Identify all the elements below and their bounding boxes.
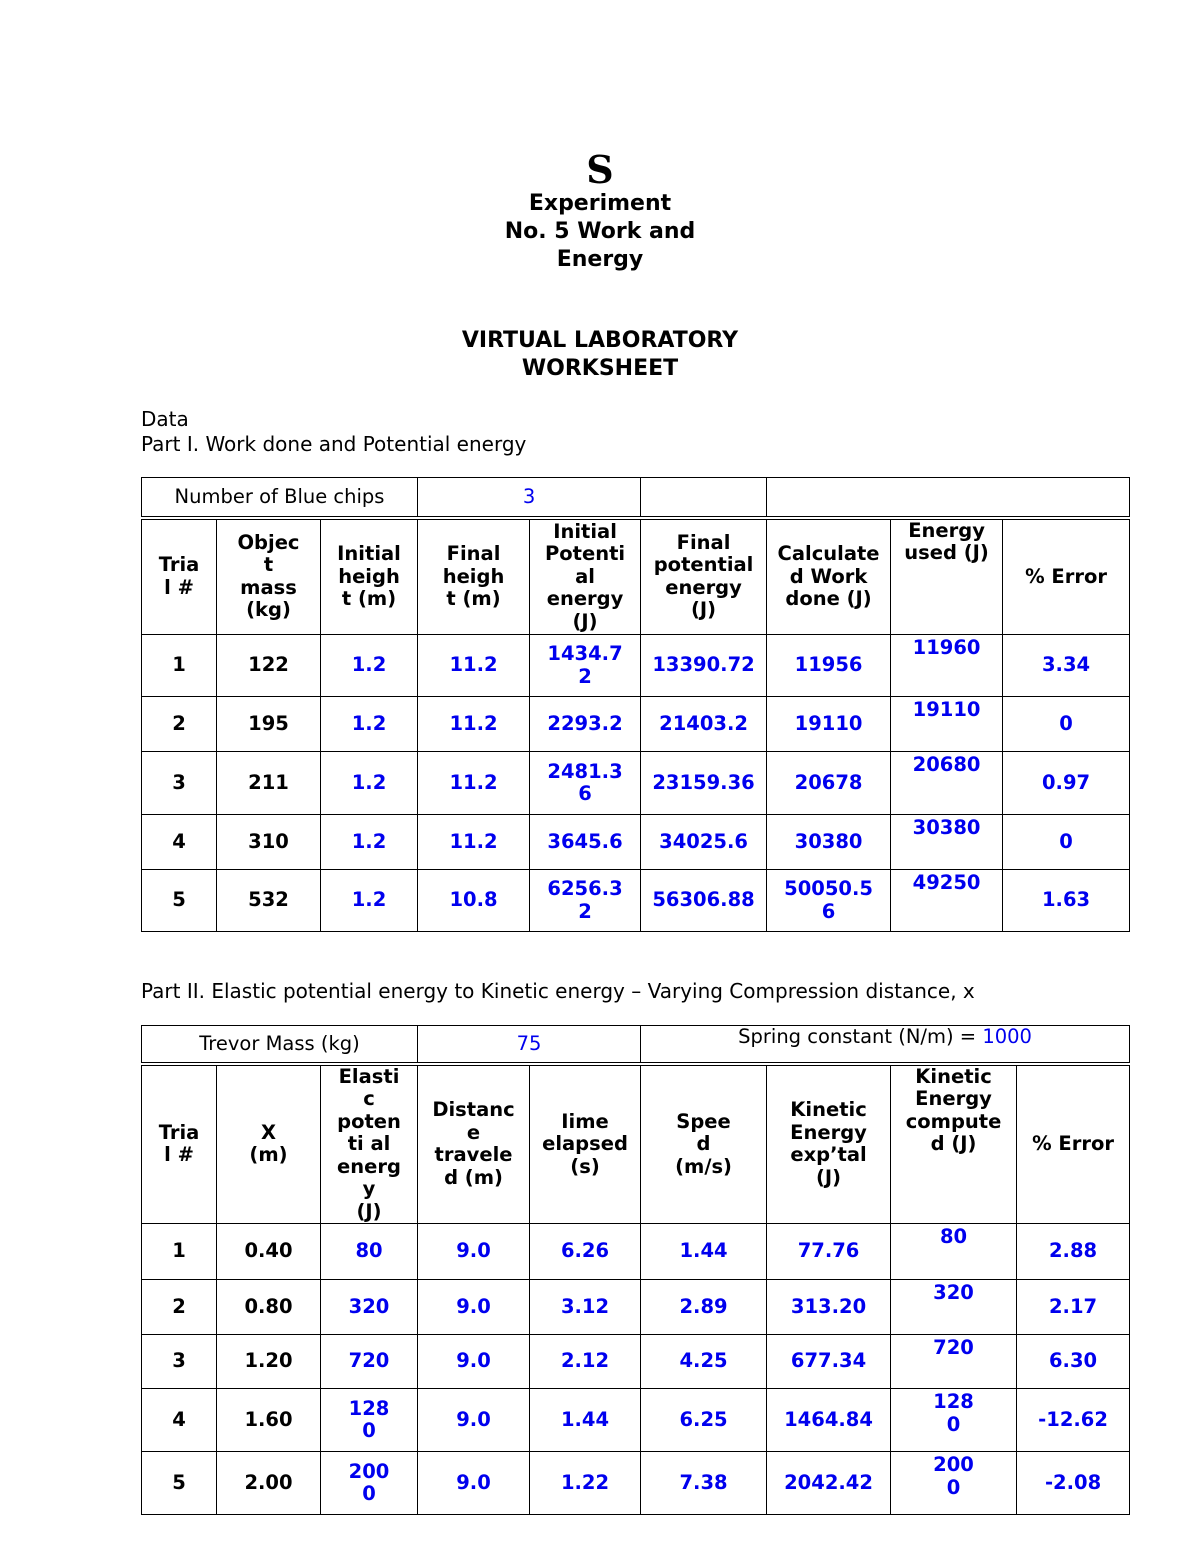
table-cell-speed: 7.38 bbox=[641, 1452, 767, 1515]
cell-line: 720 bbox=[933, 1336, 974, 1359]
table-cell-h1: 11.2 bbox=[418, 752, 530, 815]
part2-column-header bbox=[767, 1064, 891, 1224]
table-cell-speed: 4.25 bbox=[641, 1335, 767, 1389]
table-row bbox=[142, 635, 1130, 697]
table-cell-h0: 1.2 bbox=[321, 815, 418, 870]
cell-line: (J) bbox=[691, 598, 717, 622]
cell-line: (m) bbox=[249, 1143, 288, 1167]
cell-line: Kinetic bbox=[915, 1064, 992, 1088]
cell-line: elapsed bbox=[542, 1132, 628, 1155]
table-cell-h0: 1.2 bbox=[321, 752, 418, 815]
table-cell-x: 1.60 bbox=[217, 1389, 321, 1452]
cell-line: Distanc bbox=[432, 1098, 515, 1122]
cell-line: X bbox=[260, 1120, 277, 1144]
cell-line: potential bbox=[653, 553, 754, 577]
cell-line: 50050.5 bbox=[784, 877, 873, 900]
cell-line: Final bbox=[676, 530, 731, 554]
table-cell-used: 20680 bbox=[891, 752, 1003, 815]
cell-line: Objec bbox=[237, 530, 300, 554]
table-cell-h1: 10.8 bbox=[418, 870, 530, 932]
table-cell-work bbox=[767, 870, 891, 932]
part2-column-header bbox=[321, 1064, 418, 1224]
cell-line: (kg) bbox=[246, 598, 291, 622]
table-cell-time: 6.26 bbox=[530, 1224, 641, 1280]
table-cell-pe0 bbox=[530, 752, 641, 815]
cell-line: Initial bbox=[553, 519, 617, 543]
empty-cell bbox=[641, 478, 767, 518]
table-cell-err: 3.34 bbox=[1003, 635, 1130, 697]
table-cell-err: -2.08 bbox=[1017, 1452, 1130, 1515]
table-cell-epe bbox=[321, 1224, 418, 1280]
table-cell-ke: 677.34 bbox=[767, 1335, 891, 1389]
cell-line: Energy bbox=[790, 1120, 867, 1144]
table-cell-dist: 9.0 bbox=[418, 1335, 530, 1389]
cell-line: used (J) bbox=[904, 541, 989, 564]
cell-line: t (m) bbox=[446, 587, 501, 610]
trevor-mass-label: Trevor Mass (kg) bbox=[142, 1026, 418, 1064]
blue-chips-value: 3 bbox=[418, 478, 641, 518]
table-cell-epe bbox=[321, 1389, 418, 1452]
part1-column-header bbox=[1003, 518, 1130, 635]
cell-line: 0 bbox=[362, 1419, 376, 1442]
data-label: Data bbox=[141, 407, 189, 431]
table-cell-x: 0.40 bbox=[217, 1224, 321, 1280]
table-cell-used: 30380 bbox=[891, 815, 1003, 870]
table-cell-used: 11960 bbox=[891, 635, 1003, 697]
table-cell-epe bbox=[321, 1452, 418, 1515]
cell-line: compute bbox=[905, 1109, 1002, 1133]
cell-line: 200 bbox=[933, 1453, 974, 1476]
cell-line: (J) bbox=[815, 1165, 842, 1189]
table-cell-mass: 310 bbox=[217, 815, 321, 870]
table-cell-pe0 bbox=[530, 635, 641, 697]
table-cell-dist: 9.0 bbox=[418, 1224, 530, 1280]
cell-line: ti al bbox=[347, 1132, 391, 1155]
cell-line: heigh bbox=[442, 564, 505, 588]
logo: S bbox=[586, 147, 614, 192]
table-cell-work: 30380 bbox=[767, 815, 891, 870]
table-row bbox=[142, 1452, 1130, 1515]
cell-line: e bbox=[466, 1120, 481, 1144]
part2-column-header bbox=[1017, 1064, 1130, 1224]
table-cell-pe1: 13390.72 bbox=[641, 635, 767, 697]
page-title bbox=[0, 190, 1200, 274]
part2-column-header bbox=[530, 1064, 641, 1224]
part1-column-header bbox=[142, 518, 217, 635]
table-cell-pe1: 21403.2 bbox=[641, 697, 767, 752]
cell-line: 128 bbox=[933, 1390, 974, 1413]
table-cell-kec bbox=[891, 1280, 1017, 1335]
part2-heading: Part II. Elastic potential energy to Kinetic energy – Varying Compression distance, x bbox=[141, 979, 975, 1003]
table-cell-speed: 1.44 bbox=[641, 1224, 767, 1280]
cell-line: 0 bbox=[946, 1412, 961, 1436]
table-row bbox=[142, 870, 1130, 932]
empty-cell bbox=[767, 478, 1130, 518]
table-row bbox=[142, 697, 1130, 752]
cell-line: al bbox=[575, 564, 595, 588]
cell-line: Tria bbox=[158, 553, 200, 577]
table-cell-err: -12.62 bbox=[1017, 1389, 1130, 1452]
cell-line: 3645.6 bbox=[547, 829, 623, 853]
spring-constant-label: Spring constant (N/m) = bbox=[738, 1025, 983, 1048]
part2-column-header bbox=[891, 1064, 1017, 1224]
table-cell-err: 6.30 bbox=[1017, 1335, 1130, 1389]
part1-body bbox=[142, 635, 1130, 932]
table-cell-h0: 1.2 bbox=[321, 635, 418, 697]
part1-column-header bbox=[418, 518, 530, 635]
cell-line: (s) bbox=[570, 1154, 600, 1178]
table-cell-trial: 3 bbox=[142, 1335, 217, 1389]
cell-line: 320 bbox=[933, 1281, 974, 1304]
table-cell-kec bbox=[891, 1335, 1017, 1389]
cell-line: 6 bbox=[578, 782, 592, 805]
part1-heading: Part I. Work done and Potential energy bbox=[141, 432, 527, 456]
cell-line: d Work bbox=[789, 564, 868, 588]
table-cell-h0: 1.2 bbox=[321, 870, 418, 932]
part2-column-header bbox=[217, 1064, 321, 1224]
cell-line: Tria bbox=[158, 1120, 200, 1144]
part1-column-header bbox=[641, 518, 767, 635]
cell-line: Energy bbox=[915, 1087, 992, 1110]
cell-line: poten bbox=[337, 1109, 401, 1133]
table-cell-trial: 1 bbox=[142, 635, 217, 697]
table-cell-h1: 11.2 bbox=[418, 697, 530, 752]
table-cell-work: 19110 bbox=[767, 697, 891, 752]
cell-line: Elasti bbox=[338, 1064, 400, 1088]
table-cell-pe0 bbox=[530, 870, 641, 932]
cell-line: d (J) bbox=[930, 1132, 977, 1155]
cell-line: d (m) bbox=[444, 1165, 503, 1189]
table-cell-mass: 122 bbox=[217, 635, 321, 697]
table-row bbox=[142, 1224, 1130, 1280]
table-cell-trial: 4 bbox=[142, 1389, 217, 1452]
cell-line: 2293.2 bbox=[547, 711, 623, 735]
cell-line: 320 bbox=[348, 1294, 390, 1318]
title-line: No. 5 Work and bbox=[504, 219, 696, 244]
cell-line: 2481.3 bbox=[547, 759, 623, 783]
table-cell-pe1: 56306.88 bbox=[641, 870, 767, 932]
cell-line: 80 bbox=[355, 1239, 383, 1263]
part1-column-header bbox=[217, 518, 321, 635]
part2-column-header bbox=[418, 1064, 530, 1224]
table-cell-dist: 9.0 bbox=[418, 1389, 530, 1452]
cell-line: done (J) bbox=[785, 587, 872, 610]
table-cell-err: 0 bbox=[1003, 815, 1130, 870]
cell-line: c bbox=[363, 1087, 375, 1110]
cell-line: exp’tal bbox=[790, 1143, 867, 1167]
cell-line: 2 bbox=[578, 899, 592, 923]
table-cell-err: 0 bbox=[1003, 697, 1130, 752]
cell-line: 128 bbox=[348, 1396, 390, 1420]
table-cell-pe1: 34025.6 bbox=[641, 815, 767, 870]
table-cell-time: 3.12 bbox=[530, 1280, 641, 1335]
trevor-mass-value: 75 bbox=[418, 1026, 641, 1064]
table-cell-time: 2.12 bbox=[530, 1335, 641, 1389]
cell-line: (J) bbox=[356, 1199, 382, 1223]
table-cell-used: 49250 bbox=[891, 870, 1003, 932]
table-cell-ke: 77.76 bbox=[767, 1224, 891, 1280]
table-cell-work: 20678 bbox=[767, 752, 891, 815]
table-cell-ke: 313.20 bbox=[767, 1280, 891, 1335]
table-cell-epe bbox=[321, 1280, 418, 1335]
cell-line: Kinetic bbox=[790, 1098, 867, 1122]
cell-line: Final bbox=[446, 542, 501, 565]
title-line: Experiment bbox=[528, 191, 672, 216]
table-cell-mass: 195 bbox=[217, 697, 321, 752]
table-cell-kec bbox=[891, 1389, 1017, 1452]
table-cell-dist: 9.0 bbox=[418, 1452, 530, 1515]
table-cell-trial: 2 bbox=[142, 697, 217, 752]
cell-line: energ bbox=[337, 1154, 401, 1178]
table-cell-speed: 2.89 bbox=[641, 1280, 767, 1335]
cell-line: Initial bbox=[337, 542, 401, 565]
cell-line: energy bbox=[665, 575, 742, 599]
cell-line: Calculate bbox=[777, 542, 880, 565]
table-cell-speed: 6.25 bbox=[641, 1389, 767, 1452]
cell-line: travele bbox=[434, 1143, 513, 1167]
table-cell-kec bbox=[891, 1224, 1017, 1280]
table-cell-trial: 1 bbox=[142, 1224, 217, 1280]
table-cell-epe bbox=[321, 1335, 418, 1389]
table-cell-trial: 4 bbox=[142, 815, 217, 870]
table-cell-trial: 5 bbox=[142, 1452, 217, 1515]
part2-body bbox=[142, 1224, 1130, 1515]
table-cell-trial: 3 bbox=[142, 752, 217, 815]
part1-header-row bbox=[142, 518, 1130, 635]
blue-chips-label: Number of Blue chips bbox=[142, 478, 418, 518]
table-cell-x: 0.80 bbox=[217, 1280, 321, 1335]
table-cell-kec bbox=[891, 1452, 1017, 1515]
part2-column-header bbox=[641, 1064, 767, 1224]
cell-line: % Error bbox=[1025, 564, 1107, 588]
cell-line: Iime bbox=[561, 1109, 609, 1133]
table-cell-err: 2.17 bbox=[1017, 1280, 1130, 1335]
table-cell-pe0 bbox=[530, 815, 641, 870]
table-cell-used: 19110 bbox=[891, 697, 1003, 752]
part2-top-row bbox=[142, 1026, 1130, 1064]
table-cell-ke: 2042.42 bbox=[767, 1452, 891, 1515]
subtitle-line: WORKSHEET bbox=[521, 356, 679, 381]
part1-column-header bbox=[530, 518, 641, 635]
subtitle-line: VIRTUAL LABORATORY bbox=[461, 328, 739, 353]
table-cell-dist: 9.0 bbox=[418, 1280, 530, 1335]
table-cell-err: 0.97 bbox=[1003, 752, 1130, 815]
cell-line: 6 bbox=[821, 899, 836, 923]
part1-column-header bbox=[891, 518, 1003, 635]
cell-line: 200 bbox=[348, 1459, 390, 1483]
cell-line: 720 bbox=[348, 1349, 390, 1373]
part1-column-header bbox=[321, 518, 418, 635]
cell-line: l # bbox=[164, 1143, 194, 1167]
table-cell-x: 2.00 bbox=[217, 1452, 321, 1515]
part2-header-row bbox=[142, 1064, 1130, 1224]
title-line: Energy bbox=[556, 247, 644, 272]
table-cell-mass: 532 bbox=[217, 870, 321, 932]
cell-line: d bbox=[696, 1132, 711, 1155]
table-row bbox=[142, 1335, 1130, 1389]
part2-table bbox=[141, 1025, 1130, 1515]
cell-line: % Error bbox=[1032, 1132, 1114, 1155]
table-cell-h1: 11.2 bbox=[418, 815, 530, 870]
part1-column-header bbox=[767, 518, 891, 635]
table-cell-x: 1.20 bbox=[217, 1335, 321, 1389]
cell-line: 1434.7 bbox=[547, 642, 623, 665]
cell-line: l # bbox=[164, 575, 194, 599]
page-subtitle bbox=[0, 327, 1200, 383]
cell-line: mass bbox=[240, 575, 297, 599]
cell-line: energy bbox=[546, 587, 624, 610]
table-cell-time: 1.44 bbox=[530, 1389, 641, 1452]
table-cell-err: 2.88 bbox=[1017, 1224, 1130, 1280]
table-cell-h0: 1.2 bbox=[321, 697, 418, 752]
table-row bbox=[142, 1280, 1130, 1335]
table-row bbox=[142, 1389, 1130, 1452]
table-cell-pe0 bbox=[530, 697, 641, 752]
table-row bbox=[142, 752, 1130, 815]
cell-line: 0 bbox=[946, 1475, 961, 1499]
part1-table bbox=[141, 477, 1130, 932]
cell-line: 0 bbox=[362, 1482, 376, 1505]
cell-line: t bbox=[263, 553, 274, 577]
cell-line: (J) bbox=[572, 609, 598, 633]
table-cell-trial: 5 bbox=[142, 870, 217, 932]
table-row bbox=[142, 815, 1130, 870]
spring-constant-value: 1000 bbox=[982, 1025, 1032, 1048]
cell-line: Energy bbox=[908, 518, 985, 542]
cell-line: 2 bbox=[578, 664, 592, 688]
table-cell-ke: 1464.84 bbox=[767, 1389, 891, 1452]
cell-line: Spee bbox=[676, 1109, 731, 1133]
table-cell-h1: 11.2 bbox=[418, 635, 530, 697]
cell-line: 6256.3 bbox=[547, 877, 623, 900]
cell-line: y bbox=[362, 1177, 376, 1200]
table-cell-pe1: 23159.36 bbox=[641, 752, 767, 815]
table-cell-time: 1.22 bbox=[530, 1452, 641, 1515]
cell-line: Potenti bbox=[544, 542, 626, 565]
table-cell-mass: 211 bbox=[217, 752, 321, 815]
cell-line: heigh bbox=[338, 564, 400, 588]
table-cell-work: 11956 bbox=[767, 635, 891, 697]
part2-column-header bbox=[142, 1064, 217, 1224]
cell-line: t (m) bbox=[341, 587, 397, 610]
part1-top-row bbox=[142, 478, 1130, 518]
table-cell-err: 1.63 bbox=[1003, 870, 1130, 932]
spring-constant-cell bbox=[641, 1026, 1130, 1064]
table-cell-trial: 2 bbox=[142, 1280, 217, 1335]
cell-line: (m/s) bbox=[675, 1154, 732, 1178]
cell-line: 80 bbox=[939, 1225, 968, 1248]
